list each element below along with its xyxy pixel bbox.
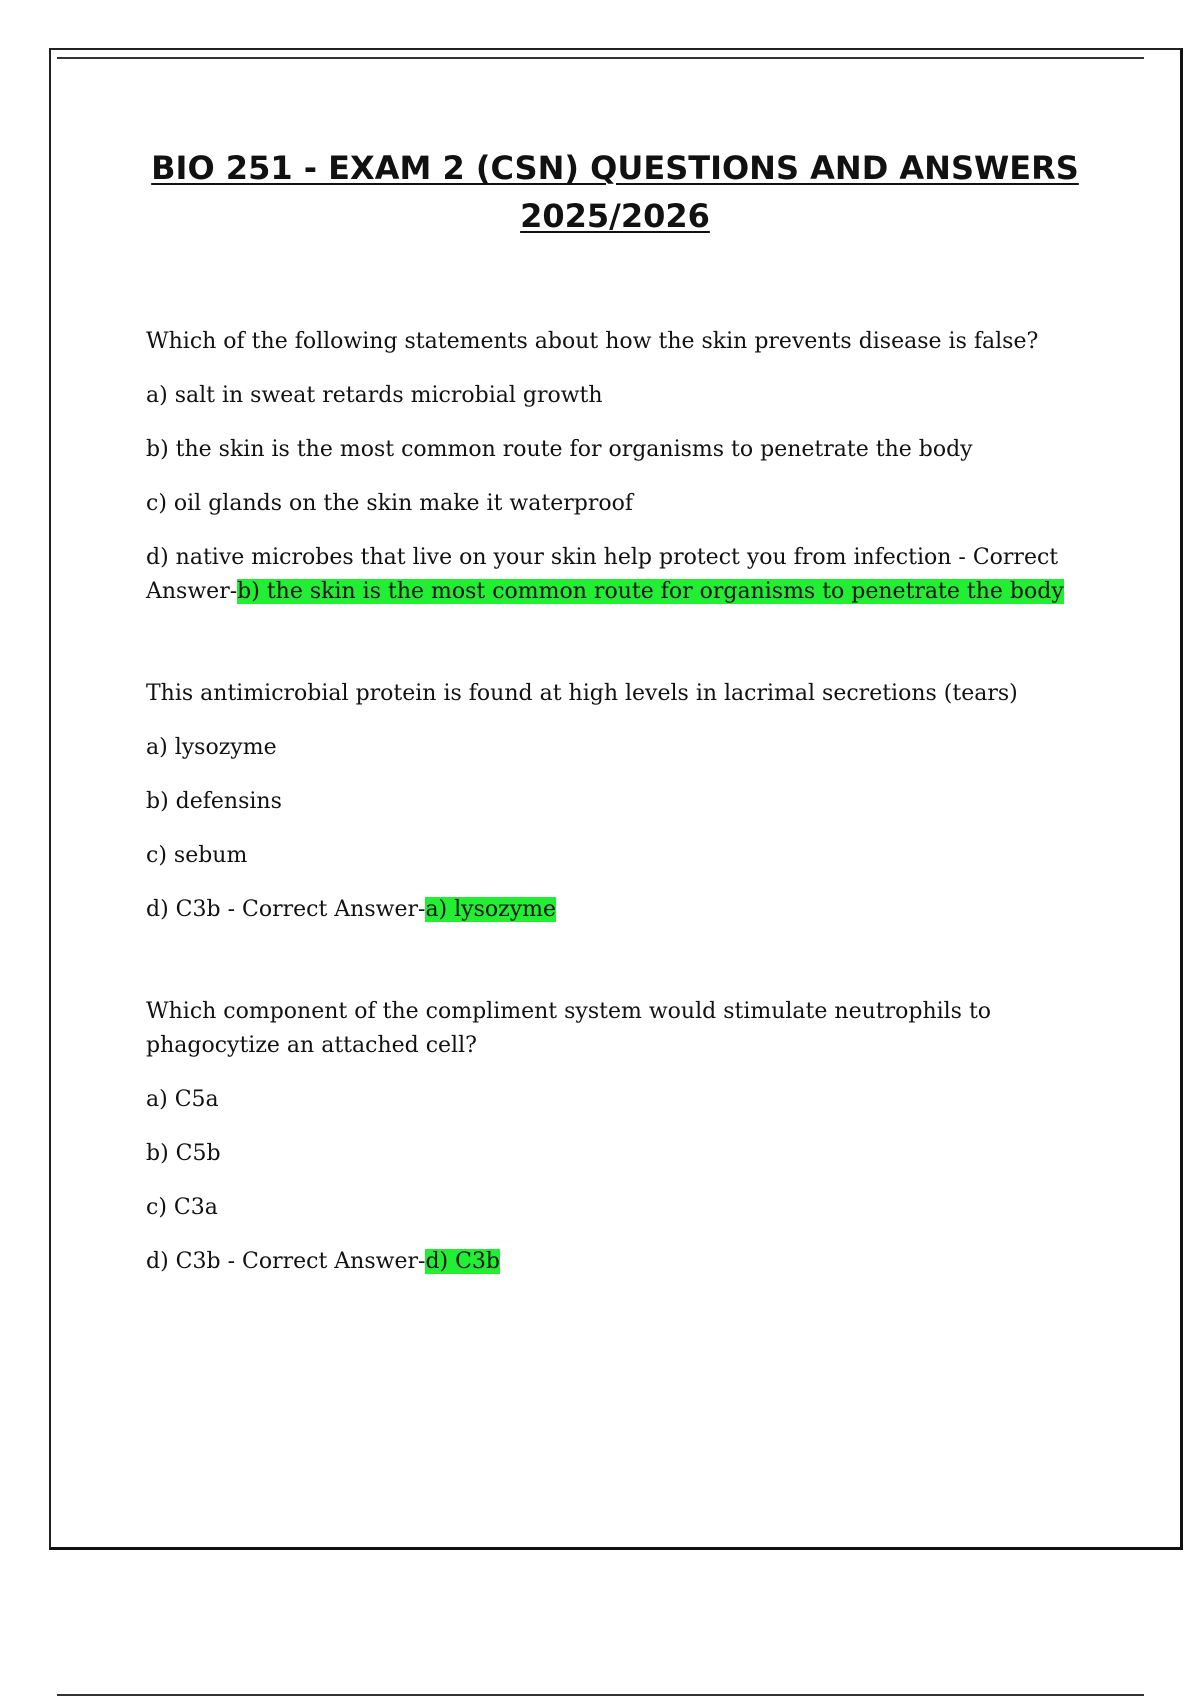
correct-answer-highlight: b) the skin is the most common route for organisms to penetrate the body [237, 579, 1064, 604]
question-text: Which component of the compliment system would stimulate neutrophils to phagocytize an attached cell? [146, 999, 992, 1058]
option-d: d) C3b - Correct Answer- [146, 897, 426, 922]
question-text: Which of the following statements about how the skin prevents disease is false? [146, 329, 1039, 354]
question-2 [146, 677, 1096, 927]
option-a: a) salt in sweat retards microbial growth [146, 383, 603, 408]
correct-answer-highlight: d) C3b [425, 1249, 501, 1274]
option-b: b) the skin is the most common route for organisms to penetrate the body [146, 437, 973, 462]
option-d: d) native microbes that live on your skin help protect you from infection - Correct Answer- [146, 545, 1059, 604]
option-d: d) C3b - Correct Answer- [146, 1249, 426, 1274]
top-rule [57, 57, 1144, 59]
option-d-with-answer [146, 541, 1096, 609]
title-line-2: 2025/2026 [520, 197, 710, 235]
option-d-with-answer [146, 893, 1096, 927]
option-c: c) oil glands on the skin make it waterproof [146, 491, 633, 516]
option-c: c) sebum [146, 843, 248, 868]
option-c: c) C3a [146, 1195, 218, 1220]
question-3 [146, 995, 1096, 1279]
option-a: a) C5a [146, 1087, 219, 1112]
title-line-1: BIO 251 - EXAM 2 (CSN) QUESTIONS AND ANSWERS [151, 149, 1079, 187]
question-1 [146, 325, 1096, 609]
option-b: b) defensins [146, 789, 282, 814]
question-text: This antimicrobial protein is found at high levels in lacrimal secretions (tears) [146, 681, 1018, 706]
bottom-rule [57, 1694, 1144, 1696]
correct-answer-highlight: a) lysozyme [425, 897, 557, 922]
questions-content [146, 325, 1096, 1279]
option-d-with-answer [146, 1245, 1096, 1279]
option-b: b) C5b [146, 1141, 221, 1166]
option-a: a) lysozyme [146, 735, 277, 760]
document-title [120, 144, 1110, 240]
